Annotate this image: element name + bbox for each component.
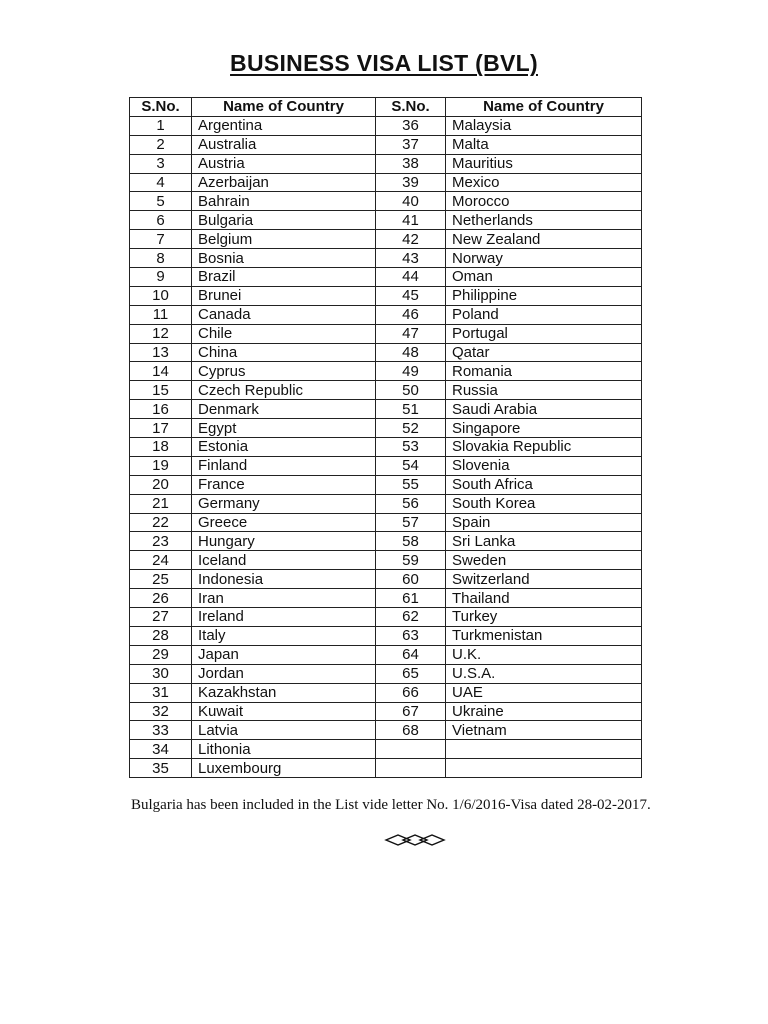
- table-row: [130, 664, 642, 683]
- sno-cell: 56: [376, 494, 446, 513]
- sno-cell: 39: [376, 173, 446, 192]
- sno-cell: 53: [376, 438, 446, 457]
- country-cell: Oman: [446, 268, 642, 287]
- sno-cell: 27: [130, 608, 192, 627]
- document-title: [0, 50, 768, 77]
- table-row: [130, 211, 642, 230]
- country-cell: Iceland: [192, 551, 376, 570]
- country-cell: Vietnam: [446, 721, 642, 740]
- sno-cell: 50: [376, 381, 446, 400]
- table-row: [130, 154, 642, 173]
- sno-cell: 25: [130, 570, 192, 589]
- table-row: [130, 494, 642, 513]
- table-row: [130, 324, 642, 343]
- sno-cell: 18: [130, 438, 192, 457]
- country-cell: UAE: [446, 683, 642, 702]
- country-cell: Switzerland: [446, 570, 642, 589]
- triple-diamond-ornament-icon: [380, 830, 450, 850]
- country-cell: Jordan: [192, 664, 376, 683]
- country-cell: Japan: [192, 645, 376, 664]
- table-row: [130, 702, 642, 721]
- country-cell: Saudi Arabia: [446, 400, 642, 419]
- country-cell: Mauritius: [446, 154, 642, 173]
- sno-cell: 2: [130, 135, 192, 154]
- sno-cell: 37: [376, 135, 446, 154]
- country-cell: Greece: [192, 513, 376, 532]
- country-cell: U.K.: [446, 645, 642, 664]
- sno-cell: 29: [130, 645, 192, 664]
- sno-cell: 44: [376, 268, 446, 287]
- country-cell: Austria: [192, 154, 376, 173]
- country-cell: Thailand: [446, 589, 642, 608]
- country-cell: Italy: [192, 626, 376, 645]
- table-row: [130, 230, 642, 249]
- sno-cell: 66: [376, 683, 446, 702]
- country-cell: Ukraine: [446, 702, 642, 721]
- country-cell: [446, 759, 642, 778]
- country-cell: South Africa: [446, 475, 642, 494]
- country-cell: Kazakhstan: [192, 683, 376, 702]
- country-cell: Slovenia: [446, 456, 642, 475]
- country-cell: Bulgaria: [192, 211, 376, 230]
- sno-cell: 40: [376, 192, 446, 211]
- country-cell: Chile: [192, 324, 376, 343]
- sno-cell: 24: [130, 551, 192, 570]
- country-cell: [446, 740, 642, 759]
- country-cell: Lithonia: [192, 740, 376, 759]
- country-cell: Bahrain: [192, 192, 376, 211]
- sno-cell: 1: [130, 116, 192, 135]
- country-cell: Morocco: [446, 192, 642, 211]
- country-cell: Slovakia Republic: [446, 438, 642, 457]
- sno-cell: 32: [130, 702, 192, 721]
- sno-cell: 12: [130, 324, 192, 343]
- header-sno-right: S.No.: [376, 98, 446, 117]
- sno-cell: 62: [376, 608, 446, 627]
- sno-cell: 42: [376, 230, 446, 249]
- country-cell: Turkey: [446, 608, 642, 627]
- country-cell: Philippine: [446, 286, 642, 305]
- sno-cell: 68: [376, 721, 446, 740]
- visa-country-table: [129, 97, 642, 778]
- country-cell: Luxembourg: [192, 759, 376, 778]
- footnote: Bulgaria has been included in the List vide letter No. 1/6/2016-Visa dated 28-02-2017.: [131, 797, 651, 813]
- table-body: [130, 116, 642, 777]
- sno-cell: 49: [376, 362, 446, 381]
- table-row: [130, 683, 642, 702]
- sno-cell: 61: [376, 589, 446, 608]
- country-cell: Brazil: [192, 268, 376, 287]
- sno-cell: 41: [376, 211, 446, 230]
- sno-cell: 36: [376, 116, 446, 135]
- table-row: [130, 570, 642, 589]
- country-cell: South Korea: [446, 494, 642, 513]
- table-row: [130, 456, 642, 475]
- country-cell: Romania: [446, 362, 642, 381]
- table-row: [130, 513, 642, 532]
- sno-cell: 11: [130, 305, 192, 324]
- country-cell: Malaysia: [446, 116, 642, 135]
- country-cell: New Zealand: [446, 230, 642, 249]
- country-cell: Malta: [446, 135, 642, 154]
- table-row: [130, 135, 642, 154]
- country-cell: Czech Republic: [192, 381, 376, 400]
- table-row: [130, 475, 642, 494]
- sno-cell: 14: [130, 362, 192, 381]
- country-cell: Poland: [446, 305, 642, 324]
- table-row: [130, 626, 642, 645]
- table-row: [130, 608, 642, 627]
- country-cell: Finland: [192, 456, 376, 475]
- country-cell: Portugal: [446, 324, 642, 343]
- country-cell: Latvia: [192, 721, 376, 740]
- sno-cell: 38: [376, 154, 446, 173]
- table-row: [130, 438, 642, 457]
- country-cell: Estonia: [192, 438, 376, 457]
- table-row: [130, 173, 642, 192]
- table-row: [130, 268, 642, 287]
- sno-cell: 34: [130, 740, 192, 759]
- table-row: [130, 381, 642, 400]
- table-row: [130, 645, 642, 664]
- country-cell: Canada: [192, 305, 376, 324]
- sno-cell: 22: [130, 513, 192, 532]
- country-cell: Brunei: [192, 286, 376, 305]
- table-row: [130, 286, 642, 305]
- table-row: [130, 419, 642, 438]
- table-row: [130, 551, 642, 570]
- table-row: [130, 305, 642, 324]
- sno-cell: 17: [130, 419, 192, 438]
- table-row: [130, 116, 642, 135]
- sno-cell: 30: [130, 664, 192, 683]
- country-cell: Sri Lanka: [446, 532, 642, 551]
- table-row: [130, 532, 642, 551]
- table-row: [130, 362, 642, 381]
- sno-cell: 64: [376, 645, 446, 664]
- country-cell: Netherlands: [446, 211, 642, 230]
- country-cell: Mexico: [446, 173, 642, 192]
- sno-cell: 65: [376, 664, 446, 683]
- country-cell: Cyprus: [192, 362, 376, 381]
- country-cell: Turkmenistan: [446, 626, 642, 645]
- country-cell: France: [192, 475, 376, 494]
- sno-cell: 5: [130, 192, 192, 211]
- sno-cell: 35: [130, 759, 192, 778]
- table-header-row: [130, 98, 642, 117]
- sno-cell: 58: [376, 532, 446, 551]
- document-title-text: BUSINESS VISA LIST (BVL): [230, 50, 538, 76]
- country-cell: Russia: [446, 381, 642, 400]
- table-row: [130, 740, 642, 759]
- country-cell: Argentina: [192, 116, 376, 135]
- country-cell: Denmark: [192, 400, 376, 419]
- table-row: [130, 192, 642, 211]
- table-row: [130, 400, 642, 419]
- sno-cell: 57: [376, 513, 446, 532]
- sno-cell: [376, 759, 446, 778]
- country-cell: Belgium: [192, 230, 376, 249]
- header-country-right: Name of Country: [446, 98, 642, 117]
- sno-cell: 7: [130, 230, 192, 249]
- country-cell: Kuwait: [192, 702, 376, 721]
- sno-cell: 23: [130, 532, 192, 551]
- country-cell: Sweden: [446, 551, 642, 570]
- sno-cell: 19: [130, 456, 192, 475]
- sno-cell: 8: [130, 249, 192, 268]
- sno-cell: 59: [376, 551, 446, 570]
- sno-cell: 60: [376, 570, 446, 589]
- country-cell: Iran: [192, 589, 376, 608]
- sno-cell: 31: [130, 683, 192, 702]
- country-cell: Spain: [446, 513, 642, 532]
- country-cell: Egypt: [192, 419, 376, 438]
- country-cell: Indonesia: [192, 570, 376, 589]
- sno-cell: 3: [130, 154, 192, 173]
- sno-cell: 9: [130, 268, 192, 287]
- country-cell: Azerbaijan: [192, 173, 376, 192]
- sno-cell: 46: [376, 305, 446, 324]
- sno-cell: 63: [376, 626, 446, 645]
- sno-cell: 33: [130, 721, 192, 740]
- sno-cell: 52: [376, 419, 446, 438]
- sno-cell: 21: [130, 494, 192, 513]
- sno-cell: 16: [130, 400, 192, 419]
- sno-cell: 10: [130, 286, 192, 305]
- sno-cell: 67: [376, 702, 446, 721]
- sno-cell: 15: [130, 381, 192, 400]
- country-cell: Qatar: [446, 343, 642, 362]
- sno-cell: 54: [376, 456, 446, 475]
- table-row: [130, 589, 642, 608]
- sno-cell: [376, 740, 446, 759]
- sno-cell: 48: [376, 343, 446, 362]
- header-country-left: Name of Country: [192, 98, 376, 117]
- table-row: [130, 721, 642, 740]
- sno-cell: 13: [130, 343, 192, 362]
- sno-cell: 47: [376, 324, 446, 343]
- table-row: [130, 759, 642, 778]
- table-row: [130, 249, 642, 268]
- country-cell: Bosnia: [192, 249, 376, 268]
- header-sno-left: S.No.: [130, 98, 192, 117]
- country-cell: Norway: [446, 249, 642, 268]
- sno-cell: 55: [376, 475, 446, 494]
- country-cell: Australia: [192, 135, 376, 154]
- country-cell: Ireland: [192, 608, 376, 627]
- sno-cell: 28: [130, 626, 192, 645]
- sno-cell: 6: [130, 211, 192, 230]
- country-cell: Singapore: [446, 419, 642, 438]
- sno-cell: 26: [130, 589, 192, 608]
- sno-cell: 45: [376, 286, 446, 305]
- country-cell: Germany: [192, 494, 376, 513]
- country-cell: Hungary: [192, 532, 376, 551]
- sno-cell: 43: [376, 249, 446, 268]
- country-cell: China: [192, 343, 376, 362]
- sno-cell: 20: [130, 475, 192, 494]
- table-row: [130, 343, 642, 362]
- sno-cell: 4: [130, 173, 192, 192]
- sno-cell: 51: [376, 400, 446, 419]
- country-cell: U.S.A.: [446, 664, 642, 683]
